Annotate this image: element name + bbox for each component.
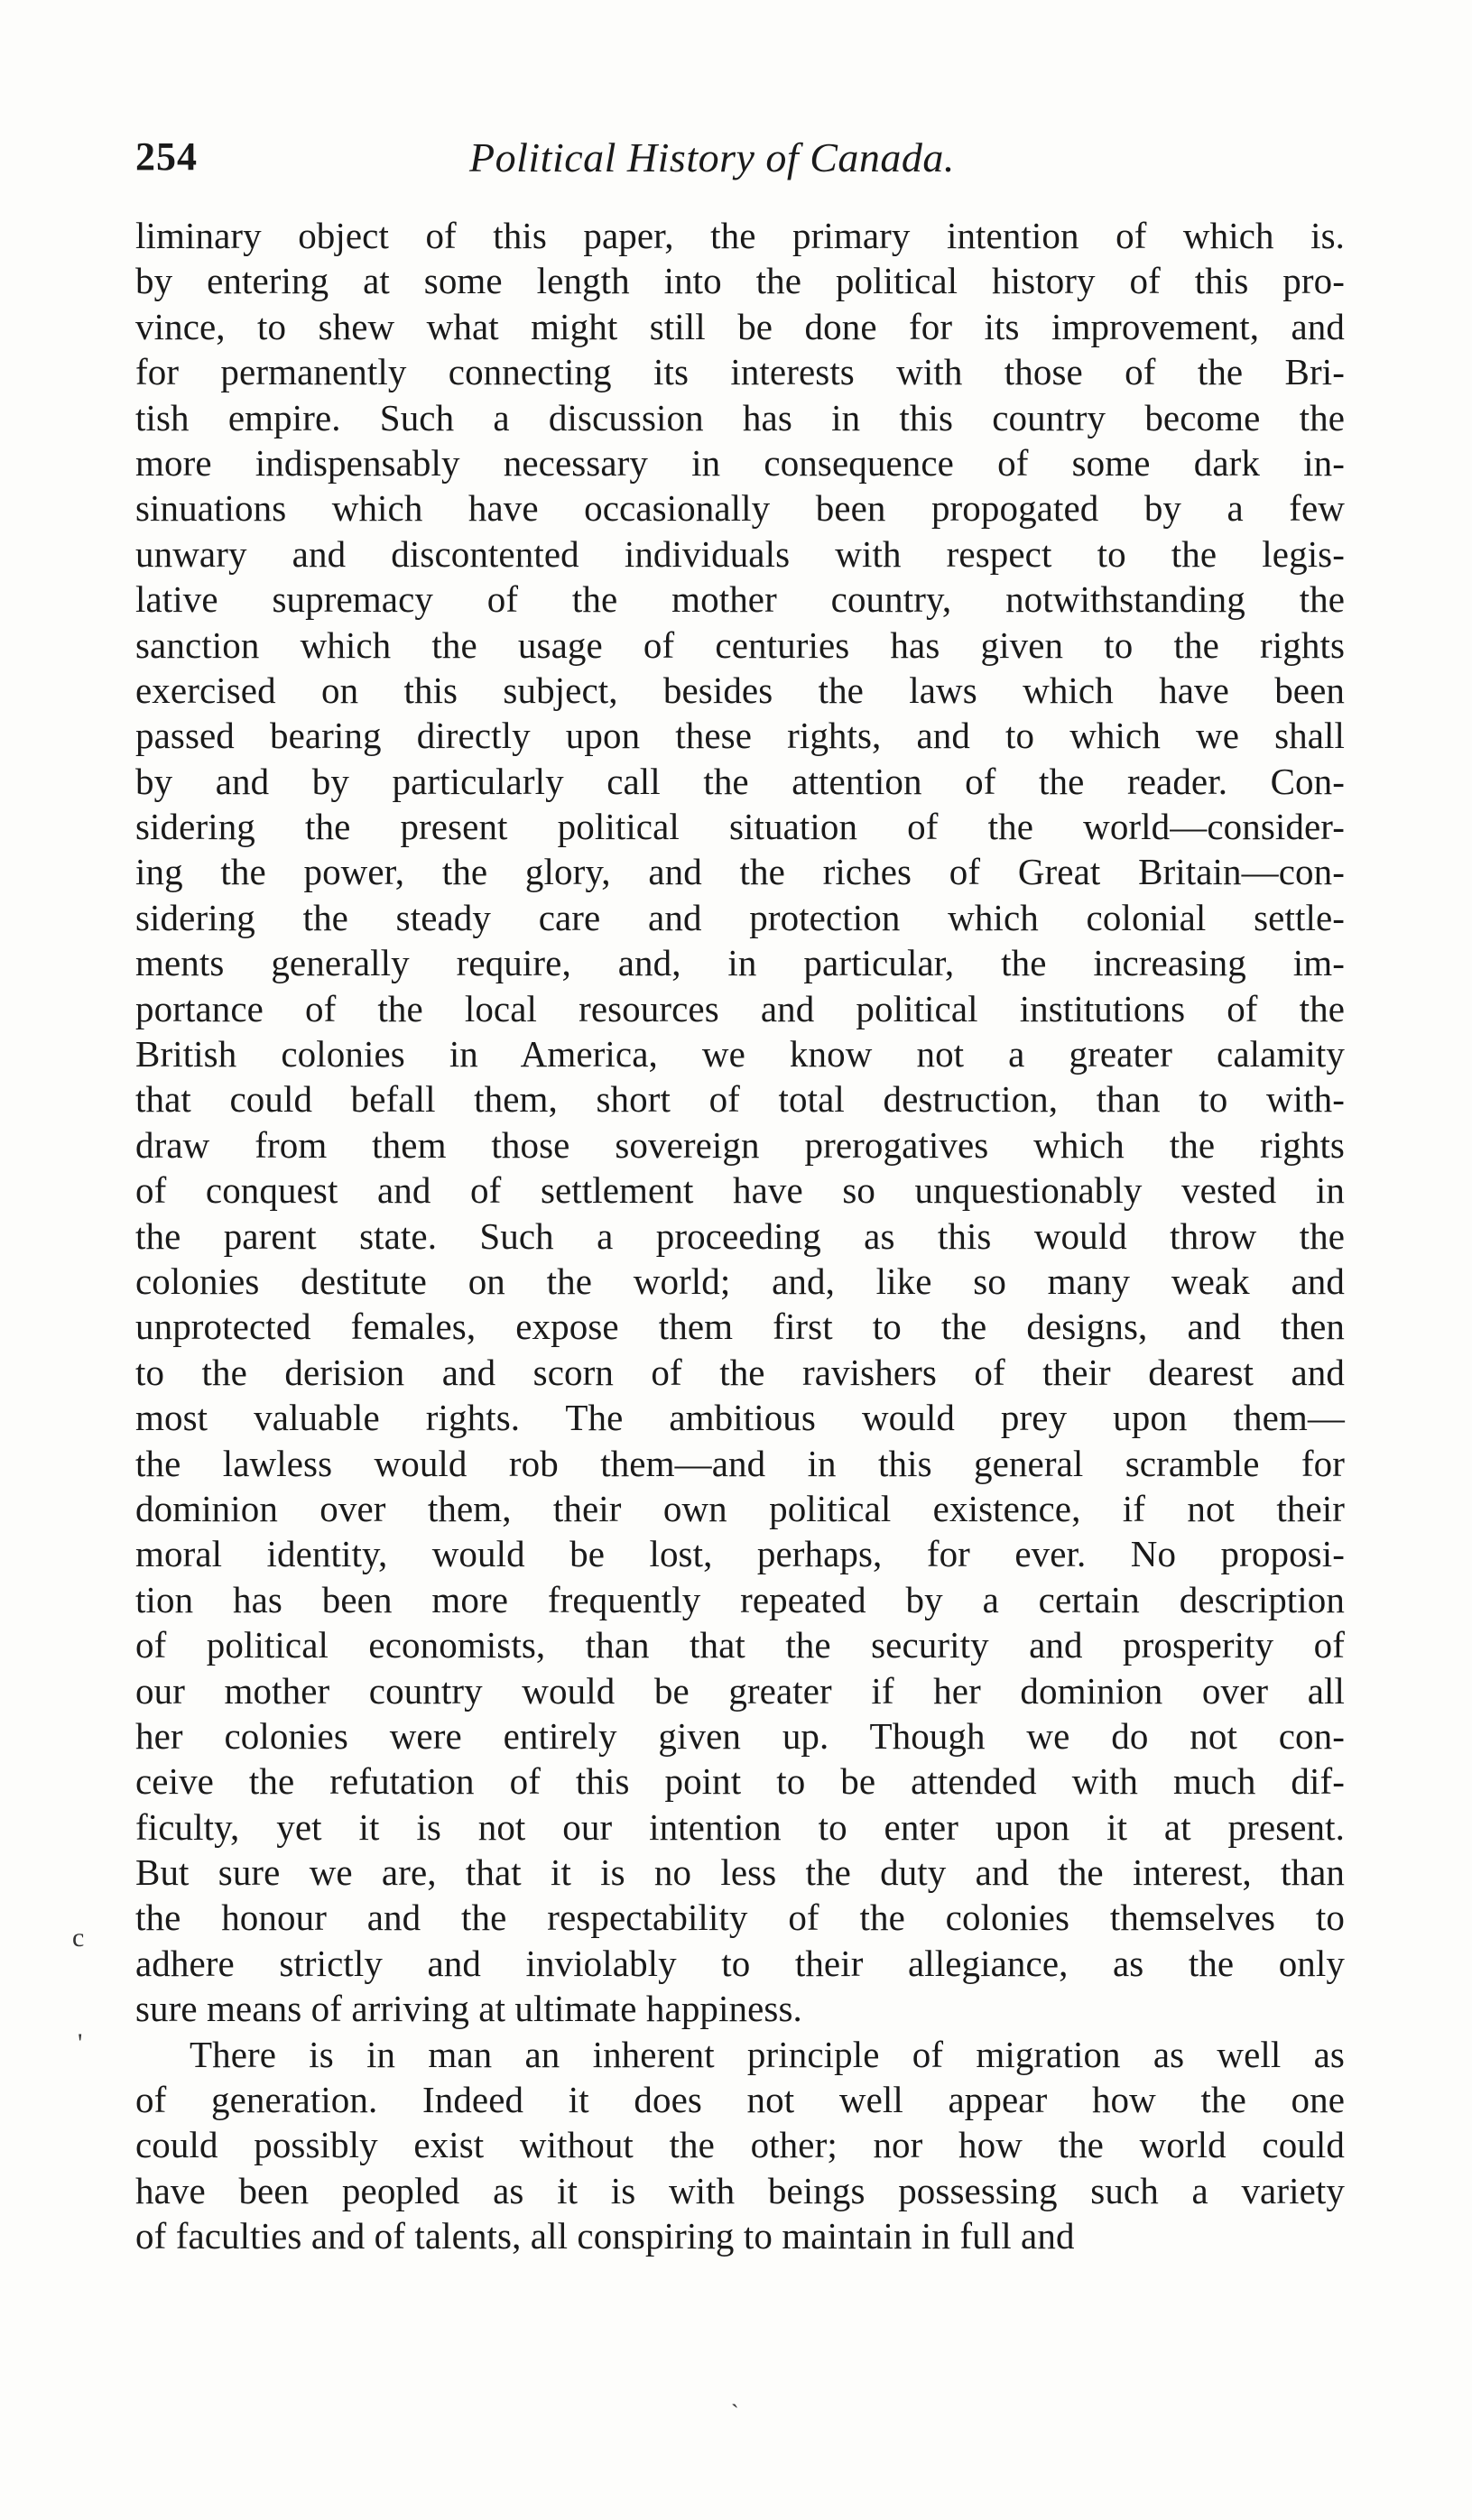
text-line: draw from them those sovereign prerogatives which the rights xyxy=(135,1123,1345,1166)
text-line: of faculties and of talents, all conspiring to maintain in full and xyxy=(135,2215,1075,2257)
text-line: portance of the local resources and political institutions of the xyxy=(135,987,1345,1029)
text-line: There is in man an inherent principle of migration as well as xyxy=(190,2033,1345,2075)
body-text xyxy=(135,213,1345,2259)
running-title: Political History of Canada. xyxy=(469,134,955,180)
text-line: unprotected females, expose them first to the designs, and then xyxy=(135,1306,1345,1348)
text-line: most valuable rights. The ambitious would prey upon them— xyxy=(135,1397,1345,1439)
page-number: 254 xyxy=(135,134,198,179)
margin-mark: ' xyxy=(78,2028,83,2058)
text-line: the honour and the respectability of the colonies themselves to xyxy=(135,1897,1345,1939)
text-line: moral identity, would be lost, perhaps, for ever. No proposi- xyxy=(135,1533,1345,1575)
text-line: lative supremacy of the mother country, notwithstanding the xyxy=(135,578,1345,621)
text-line: exercised on this subject, besides the laws which have been xyxy=(135,669,1345,711)
text-line: tish empire. Such a discussion has in this country become the xyxy=(135,396,1345,438)
margin-mark: c xyxy=(72,1923,85,1952)
text-line: the lawless would rob them—and in this general scramble for xyxy=(135,1442,1345,1484)
text-line: our mother country would be greater if her dominion over all xyxy=(135,1669,1345,1712)
text-line: her colonies were entirely given up. Though we do not con- xyxy=(135,1714,1345,1757)
text-line: passed bearing directly upon these rights, and to which we shall xyxy=(135,715,1345,757)
text-line: sinuations which have occasionally been propogated by a few xyxy=(135,487,1345,530)
text-line: tion has been more frequently repeated by a certain description xyxy=(135,1578,1345,1620)
text-line: to the derision and scorn of the ravishers of their dearest and xyxy=(135,1351,1345,1393)
text-line: adhere strictly and inviolably to their allegiance, as the only xyxy=(135,1942,1345,1984)
page-header xyxy=(135,134,1345,188)
text-line: liminary object of this paper, the primary intention of which is. xyxy=(135,215,1345,256)
text-line: British colonies in America, we know not a greater calamity xyxy=(135,1033,1345,1075)
text-line: ments generally require, and, in particular, the increasing im- xyxy=(135,942,1345,984)
text-line: have been peopled as it is with beings possessing such a variety xyxy=(135,2169,1345,2211)
text-line: colonies destitute on the world; and, like so many weak and xyxy=(135,1260,1345,1302)
text-line: sure means of arriving at ultimate happiness. xyxy=(135,1988,802,2030)
text-line: ing the power, the glory, and the riches of Great Britain—con- xyxy=(135,851,1345,893)
text-line: dominion over them, their own political existence, if not their xyxy=(135,1487,1345,1529)
text-line: more indispensably necessary in consequence of some dark in- xyxy=(135,441,1345,484)
text-line: for permanently connecting its interests with those of the Bri- xyxy=(135,351,1345,393)
text-line: of conquest and of settlement have so unquestionably vested in xyxy=(135,1169,1345,1212)
text-line: But sure we are, that it is no less the duty and the interest, than xyxy=(135,1851,1345,1894)
text-line: of generation. Indeed it does not well appear how the one xyxy=(135,2079,1345,2121)
margin-mark: ` xyxy=(731,2400,739,2426)
text-line: by entering at some length into the political history of this pro- xyxy=(135,260,1345,302)
text-line: ceive the refutation of this point to be attended with much dif- xyxy=(135,1760,1345,1803)
text-line: that could befall them, short of total destruction, than to with- xyxy=(135,1078,1345,1121)
text-line: by and by particularly call the attention of the reader. Con- xyxy=(135,760,1345,802)
text-line: sanction which the usage of centuries has given to the rights xyxy=(135,623,1345,666)
text-line: the parent state. Such a proceeding as this would throw the xyxy=(135,1214,1345,1257)
text-line: could possibly exist without the other; nor how the world could xyxy=(135,2124,1345,2166)
text-line: ficulty, yet it is not our intention to enter upon it at present. xyxy=(135,1805,1345,1848)
text-line: sidering the steady care and protection which colonial settle- xyxy=(135,896,1345,938)
text-line: sidering the present political situation of the world—consider- xyxy=(135,806,1345,848)
text-line: vince, to shew what might still be done for its improvement, and xyxy=(135,305,1345,347)
text-line: unwary and discontented individuals with respect to the legis- xyxy=(135,532,1345,575)
text-line: of political economists, than that the security and prosperity of xyxy=(135,1624,1345,1666)
